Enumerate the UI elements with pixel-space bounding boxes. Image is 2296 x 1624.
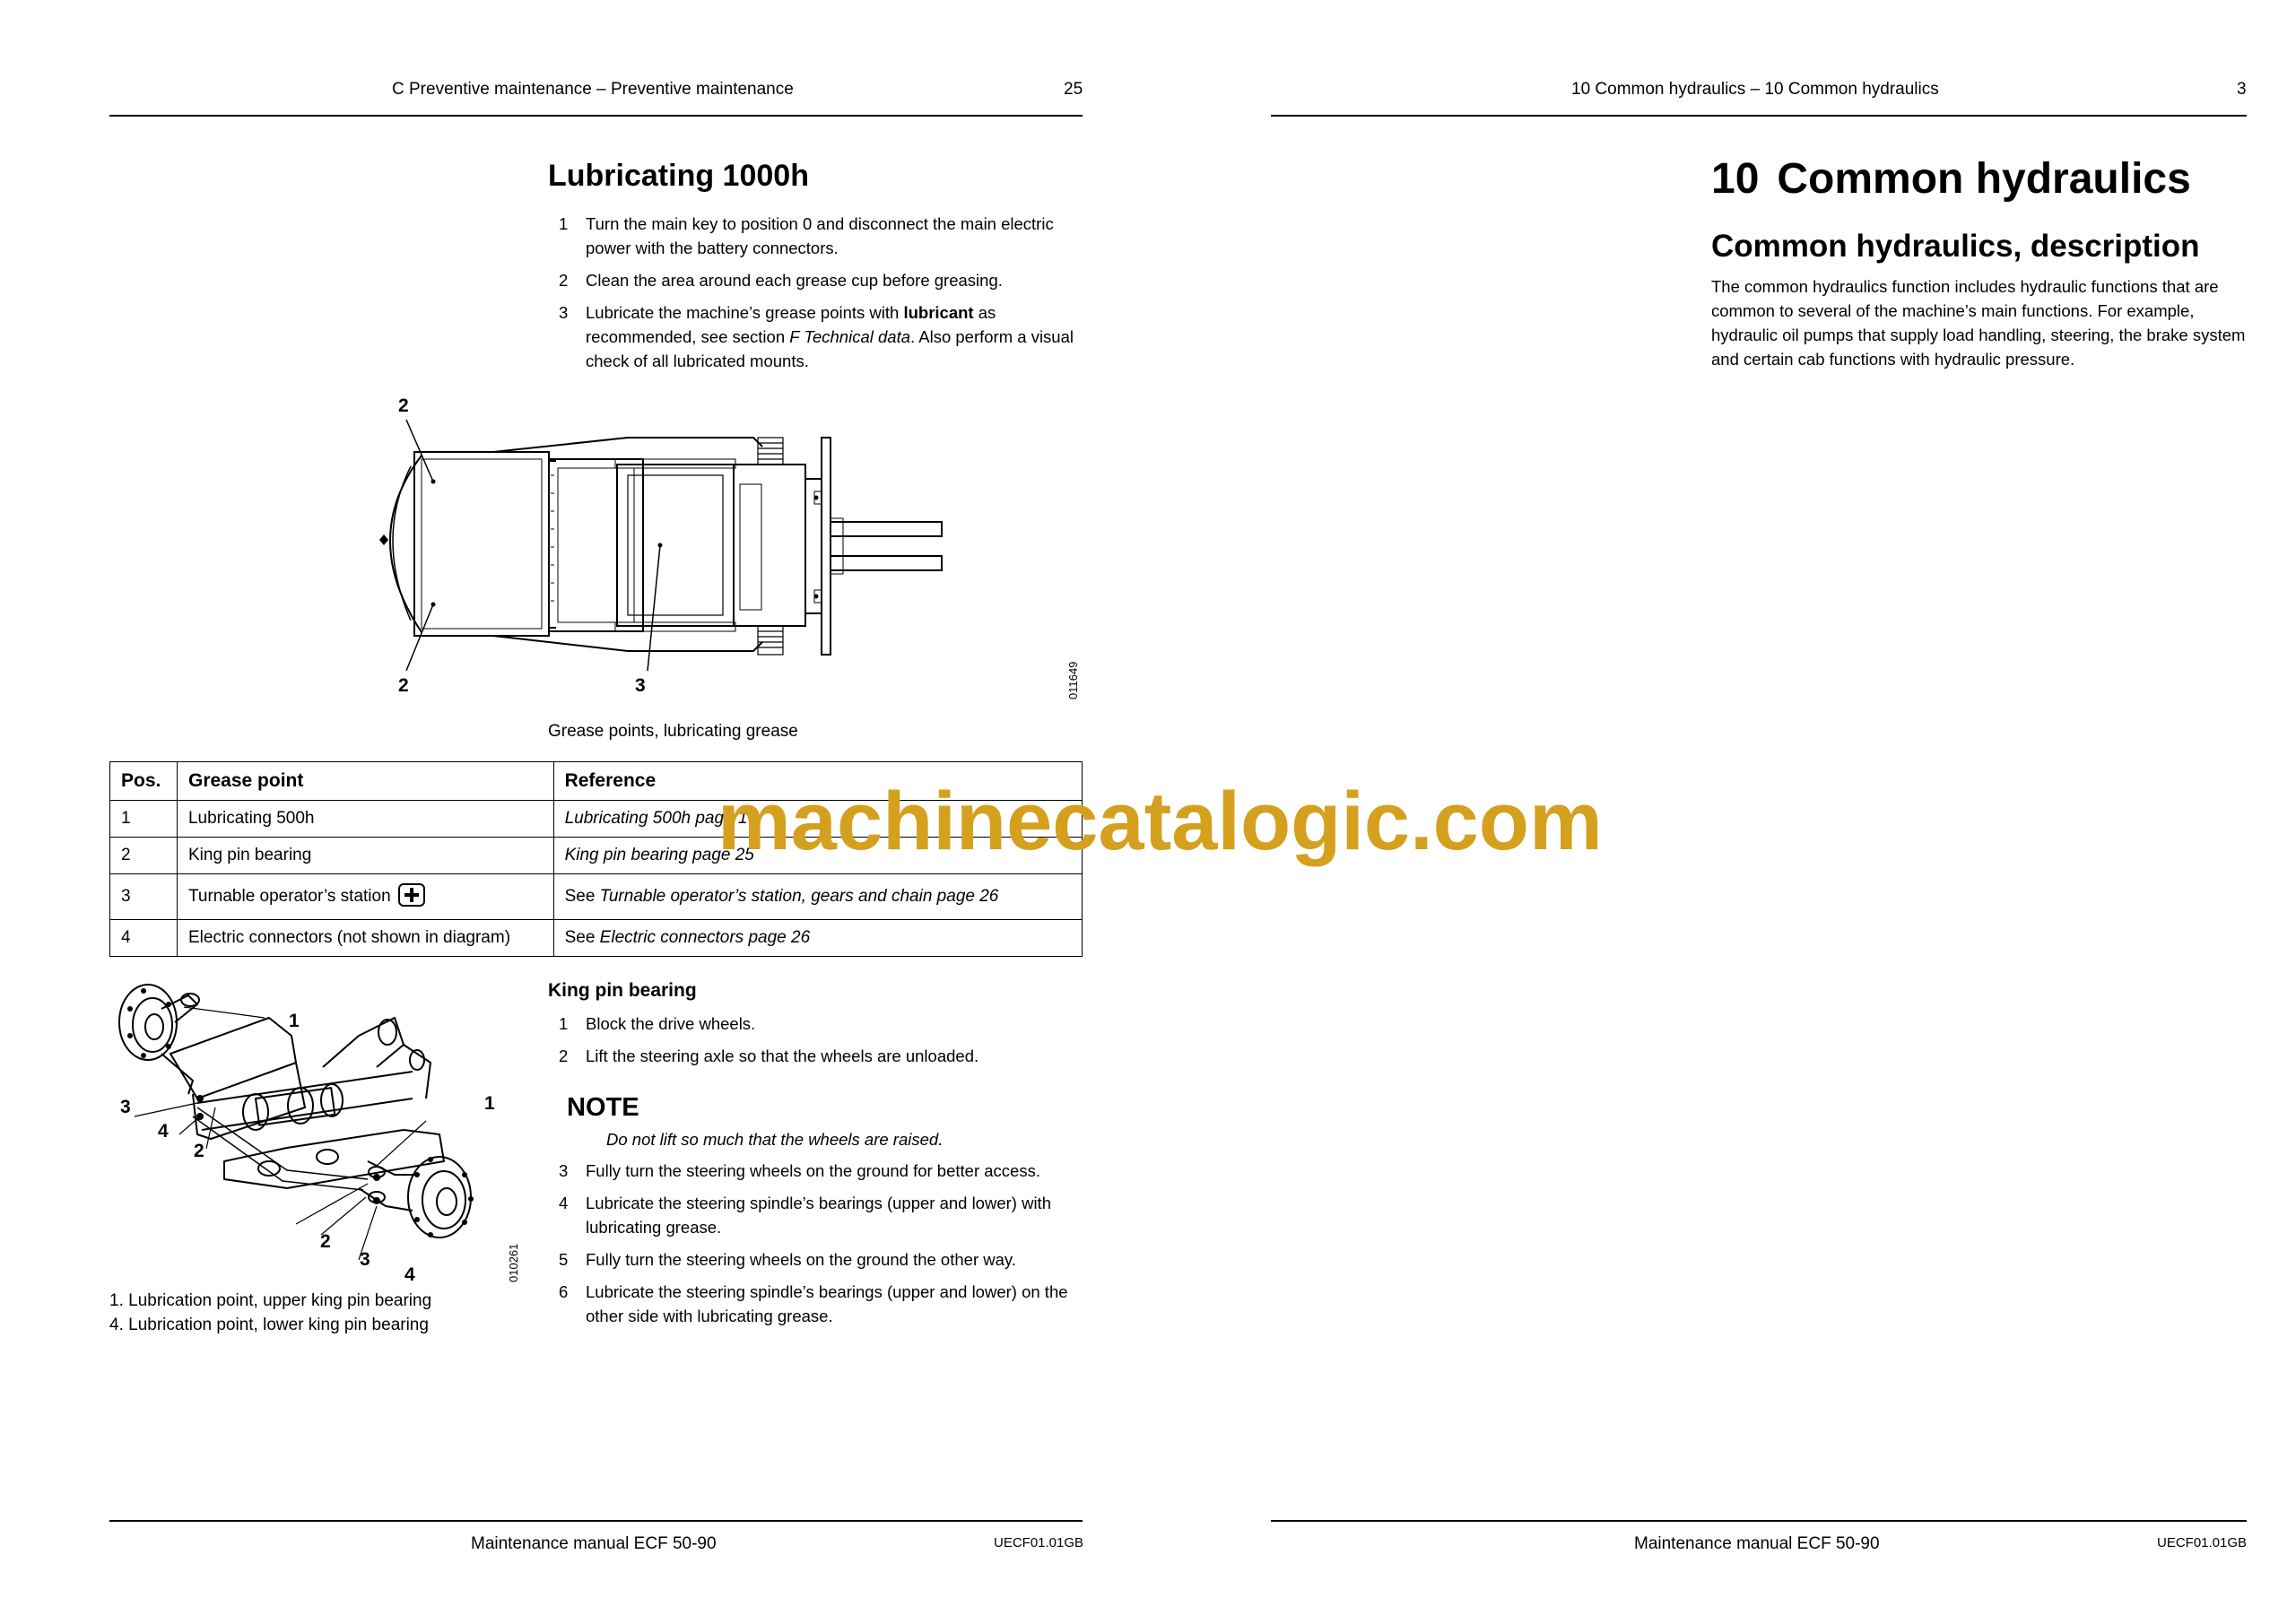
section-title-lubricating-1000h: Lubricating 1000h (548, 159, 809, 193)
table-cell-pos: 1 (110, 801, 178, 838)
lubricating-steps (548, 212, 1086, 381)
figure2-callout: 1 (289, 1011, 300, 1031)
reference-link[interactable]: King pin bearing page 25 (564, 846, 754, 864)
figure2-caption-line: 4. Lubrication point, lower king pin bearing (109, 1316, 429, 1334)
right-header-rule (1271, 115, 2247, 117)
left-header-page-number: 25 (1064, 80, 1083, 99)
note-title: NOTE (567, 1093, 639, 1122)
plus-box-icon (398, 883, 425, 907)
left-footer-title: Maintenance manual ECF 50-90 (471, 1534, 717, 1553)
section-subtitle: Common hydraulics, description (1711, 229, 2200, 264)
forklift-top-view-diagram (359, 386, 987, 708)
table-cell-grease-point: Lubricating 500h (177, 801, 553, 838)
step-text-part: Lubricate the machine’s grease points with (586, 303, 904, 322)
right-footer-title: Maintenance manual ECF 50-90 (1634, 1534, 1880, 1553)
king-pin-steps-b (548, 1159, 1086, 1336)
table-cell-grease-point: King pin bearing (177, 838, 553, 874)
figure2-callout: 4 (158, 1121, 169, 1142)
step-text (586, 303, 1074, 370)
step-number: 1 (559, 1014, 569, 1033)
step-item (548, 1280, 1086, 1328)
reference-prefix: See (564, 887, 600, 906)
figure1-caption: Grease points, lubricating grease (548, 722, 798, 741)
figure1-id: 011649 (1066, 661, 1080, 699)
left-footer-rule (109, 1520, 1083, 1522)
table-cell-reference (553, 920, 1082, 957)
figure2-callout: 2 (194, 1141, 204, 1161)
grease-point-label: Turnable operator’s station (187, 887, 391, 907)
table-header-pos: Pos. (110, 762, 178, 801)
step-number: 3 (559, 1161, 569, 1180)
step-number: 3 (559, 303, 569, 322)
step-number: 1 (559, 214, 569, 233)
step-text-italic: F Technical data (789, 327, 910, 346)
figure1-callout: 2 (398, 675, 409, 696)
left-footer-code: UECF01.01GB (994, 1535, 1084, 1550)
king-pin-bearing-title: King pin bearing (548, 980, 697, 1001)
table-cell-grease-point: Electric connectors (not shown in diagram) (177, 920, 553, 957)
step-number: 5 (559, 1250, 569, 1269)
table-cell-pos: 4 (110, 920, 178, 957)
step-number: 2 (559, 271, 569, 290)
step-item (548, 1044, 1086, 1068)
left-header-title: C Preventive maintenance – Preventive maintenance (392, 80, 794, 99)
right-footer-code: UECF01.01GB (2157, 1535, 2248, 1550)
step-item (548, 1159, 1086, 1183)
step-text: Block the drive wheels. (586, 1014, 756, 1033)
table-header-grease-point: Grease point (177, 762, 553, 801)
right-header-title: 10 Common hydraulics – 10 Common hydraulics (1571, 80, 1939, 99)
description-paragraph: The common hydraulics function includes hydraulic functions that are common to several of the machine’s main functions. For example, hydraulic oil pumps that supply load handling, steering, the brake system and certain cab functions with hydraulic pressure. (1711, 277, 2246, 369)
table-header-reference: Reference (553, 762, 1082, 801)
table-row (110, 920, 1083, 957)
table-cell-pos: 2 (110, 838, 178, 874)
step-text: Clean the area around each grease cup before greasing. (586, 271, 1003, 290)
watermark-text: machinecatalogic.com (718, 776, 1603, 867)
table-cell-pos: 3 (110, 874, 178, 920)
chapter-title-text: Common hydraulics (1777, 155, 2191, 203)
figure2-caption-line: 1. Lubrication point, upper king pin bearing (109, 1291, 432, 1310)
figure2-callout: 3 (120, 1097, 131, 1117)
step-text: Lubricate the steering spindle’s bearings (upper and lower) on the other side with lubricating grease. (586, 1282, 1068, 1325)
step-item (548, 1247, 1086, 1272)
figure1-callout: 3 (635, 675, 646, 696)
king-pin-steps-a (548, 1012, 1086, 1076)
figure2-callout: 1 (484, 1093, 495, 1114)
step-text: Fully turn the steering wheels on the ground for better access. (586, 1161, 1040, 1180)
step-number: 4 (559, 1194, 569, 1212)
step-text: Lubricate the steering spindle’s bearings (upper and lower) with lubricating grease. (586, 1194, 1051, 1237)
step-item (548, 268, 1086, 292)
step-item (548, 212, 1086, 260)
chapter-number: 10 (1711, 155, 1760, 203)
chapter-title (1711, 154, 2191, 204)
figure2-id: 010261 (507, 1243, 520, 1282)
step-text-bold: lubricant (903, 303, 974, 322)
step-text-part: as recommended, see section (586, 303, 996, 346)
figure1-callout: 2 (398, 395, 409, 416)
figure2-callout: 2 (320, 1231, 331, 1252)
table-cell-reference (553, 874, 1082, 920)
reference-prefix: See (564, 928, 600, 947)
step-number: 2 (559, 1046, 569, 1065)
figure2-callout: 4 (404, 1264, 415, 1285)
note-text: Do not lift so much that the wheels are raised. (606, 1130, 944, 1149)
reference-link[interactable]: Electric connectors page 26 (599, 928, 811, 947)
step-item (548, 1012, 1086, 1036)
reference-link[interactable]: Lubricating 500h page 1 (564, 809, 748, 828)
step-number: 6 (559, 1282, 569, 1301)
step-text: Turn the main key to position 0 and disconnect the main electric power with the battery connectors. (586, 214, 1054, 257)
figure2-callout: 3 (360, 1249, 370, 1270)
steering-axle-diagram (108, 982, 529, 1296)
right-footer-rule (1271, 1520, 2247, 1522)
step-text: Fully turn the steering wheels on the ground the other way. (586, 1250, 1016, 1269)
reference-link[interactable]: Turnable operator’s station, gears and chain page 26 (599, 887, 999, 906)
step-item (548, 300, 1086, 373)
step-item (548, 1191, 1086, 1239)
step-text: Lift the steering axle so that the wheels are unloaded. (586, 1046, 979, 1065)
left-header-rule (109, 115, 1083, 117)
table-row (110, 874, 1083, 920)
table-cell-grease-point (177, 874, 553, 920)
step-text-part: . Also perform a visual check of all lubricated mounts. (586, 327, 1074, 370)
right-header-page-number: 3 (2237, 80, 2247, 99)
